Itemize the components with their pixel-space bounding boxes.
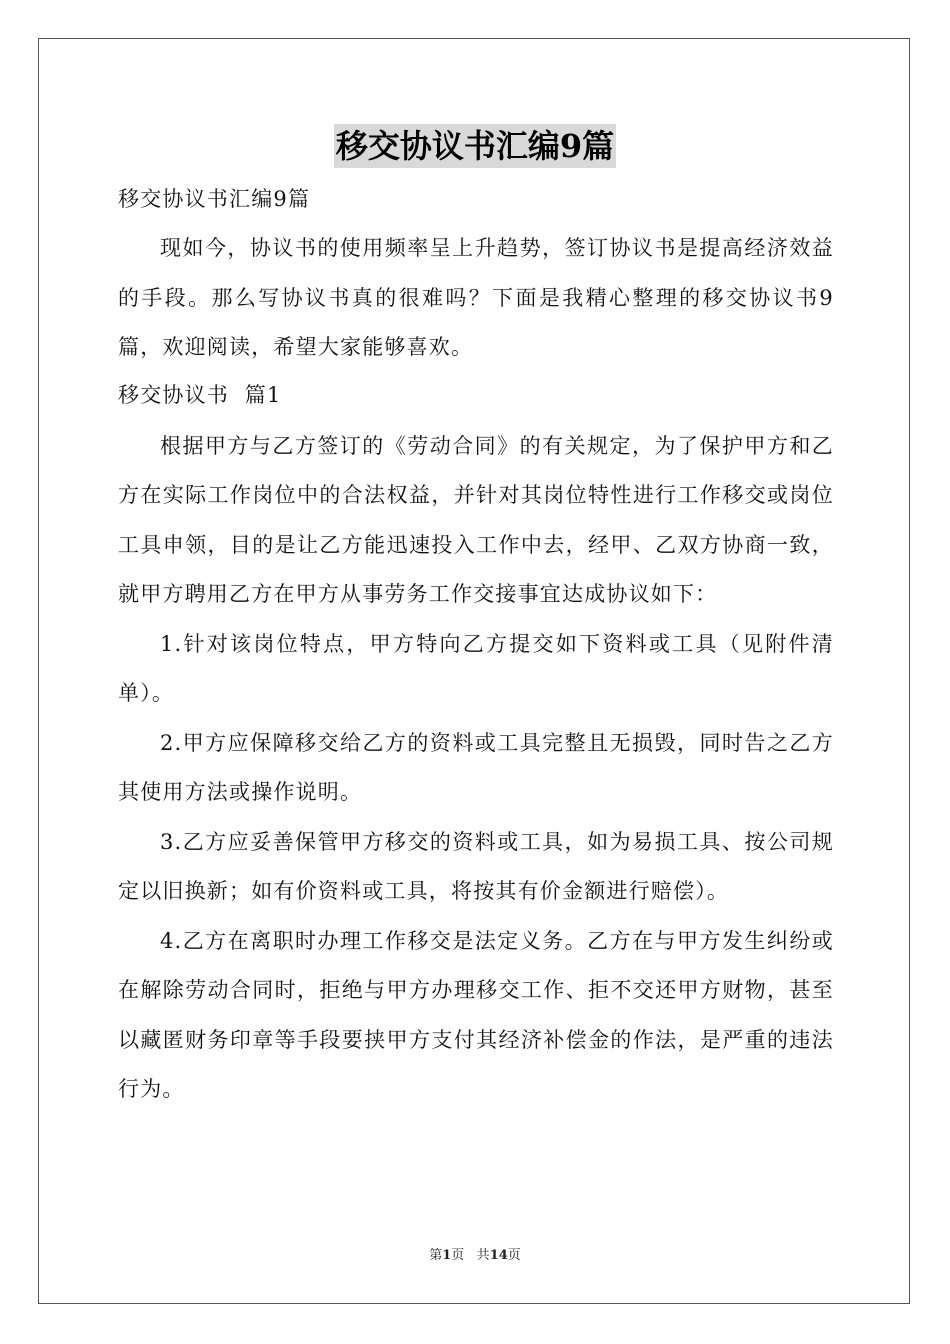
section-heading: 移交协议书 篇1 [118, 382, 282, 407]
footer-total-unit: 页 [507, 1248, 521, 1263]
footer-page-total: 14 [489, 1248, 508, 1263]
page-footer [0, 1244, 950, 1263]
footer-page-prefix: 第 [429, 1248, 443, 1263]
body-paragraph-5: 4.乙方在离职时办理工作移交是法定义务。乙方在与甲方发生纠纷或在解除劳动合同时，拒绝与甲方办理移交工作、拒不交还甲方财物，甚至以藏匿财务印章等手段要挟甲方支付其经济补偿金的作法，是严重的违法行为。 [118, 928, 834, 1101]
title-wrap [0, 124, 950, 168]
document-body [118, 178, 834, 1115]
document-title: 移交协议书汇编9篇 [334, 124, 616, 168]
body-paragraph-3: 2.甲方应保障移交给乙方的资料或工具完整且无损毁，同时告之乙方其使用方法或操作说明。 [118, 730, 834, 804]
body-paragraph-1: 根据甲方与乙方签订的《劳动合同》的有关规定，为了保护甲方和乙方在实际工作岗位中的合法权益，并针对其岗位特性进行工作移交或岗位工具申领，目的是让乙方能迅速投入工作中去，经甲、乙双方协商一致，就甲方聘用乙方在甲方从事劳务工作交接事宜达成协议如下： [118, 433, 834, 606]
body-paragraph-2: 1.针对该岗位特点，甲方特向乙方提交如下资料或工具（见附件清单）。 [118, 631, 834, 705]
footer-page-unit: 页 [451, 1248, 465, 1263]
document-subtitle: 移交协议书汇编9篇 [118, 187, 311, 211]
footer-total-prefix: 共 [476, 1248, 490, 1263]
intro-paragraph: 现如今，协议书的使用频率呈上升趋势，签订协议书是提高经济效益的手段。那么写协议书真的很难吗？下面是我精心整理的移交协议书9篇，欢迎阅读，希望大家能够喜欢。 [118, 236, 834, 359]
body-paragraph-4: 3.乙方应妥善保管甲方移交的资料或工具，如为易损工具、按公司规定以旧换新；如有价资料或工具，将按其有价金额进行赔偿）。 [118, 829, 834, 903]
footer-page-current: 1 [442, 1248, 452, 1263]
